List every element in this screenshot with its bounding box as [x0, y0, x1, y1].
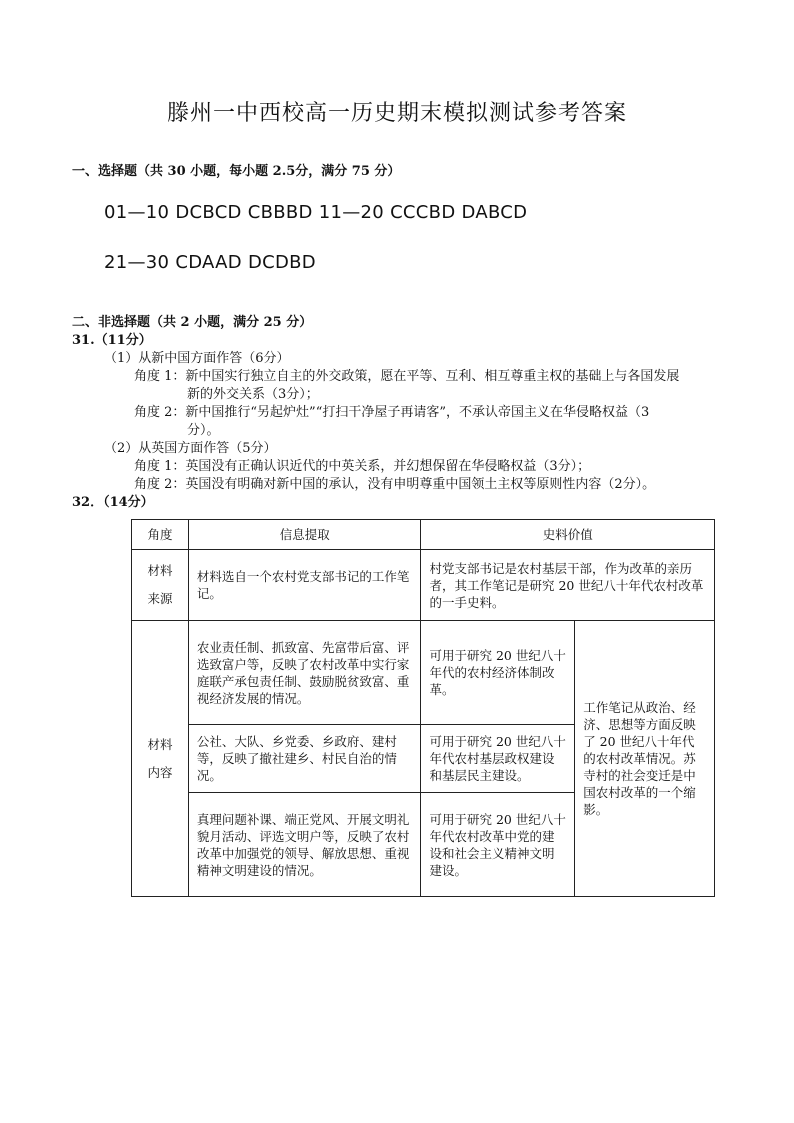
q31-part1: （1）从新中国方面作答（6分） [104, 351, 290, 366]
q31-angle1-line1: 角度 1：新中国实行独立自主的外交政策，愿在平等、互利、相互尊重主权的基础上与各国发展 [134, 369, 680, 384]
section1-heading: 一、选择题（共 30 小题，每小题 2.5分，满分 75 分） [72, 164, 401, 179]
q31-part2: （2）从英国方面作答（5分） [104, 441, 277, 456]
row2-value-c: 可用于研究 20 世纪八十年代农村改革中党的建设和社会主义精神文明建设。 [421, 793, 575, 897]
row1-angle-line1: 材料 [147, 563, 173, 578]
page-title: 滕州一中西校高一历史期末模拟测试参考答案 [166, 101, 627, 126]
row2-info-a: 农业责任制、抓致富、先富带后富、评选致富户等，反映了农村改革中实行家庭联产承包责任制、鼓励脱贫致富、重视经济发展的情况。 [188, 621, 421, 725]
q31-angle2-line1: 角度 2：新中国推行“另起炉灶”“打扫干净屋子再请客”，不承认帝国主义在华侵略权益（3 [134, 405, 650, 420]
row1-angle-line2: 来源 [147, 591, 173, 606]
answers-line-2: 21—30 CDAAD DCDBD [104, 252, 316, 273]
row1-value: 村党支部书记是农村基层干部，作为改革的亲历者，其工作笔记是研究 20 世纪八十年代农村改革的一手史料。 [421, 550, 715, 621]
row2-angle-line1: 材料 [147, 736, 173, 752]
row2-info-b: 公社、大队、乡党委、乡政府、建村等，反映了撤社建乡、村民自治的情况。 [188, 725, 421, 793]
q31-angle1-line2: 新的外交关系（3分）； [187, 387, 319, 402]
q31-label: 31.（11分） [72, 333, 152, 348]
row1-angle [132, 550, 189, 621]
row2-angle-line2: 内容 [147, 764, 173, 780]
q32-label: 32．（14分） [72, 495, 154, 510]
q32-answer-table [131, 519, 715, 897]
row2-value-b: 可用于研究 20 世纪八十年代农村基层政权建设和基层民主建设。 [421, 725, 575, 793]
header-value: 史料价值 [421, 520, 715, 550]
q31-part2-angle2: 角度 2：英国没有明确对新中国的承认，没有申明尊重中国领土主权等原则性内容（2分）。 [134, 477, 656, 492]
header-info: 信息提取 [188, 520, 421, 550]
row2-info-c: 真理问题补课、端正党风、开展文明礼貌月活动、评选文明户等，反映了农村改革中加强党的领导、解放思想、重视精神文明建设的情况。 [188, 793, 421, 897]
table-row [132, 550, 715, 621]
table-header-row [132, 520, 715, 550]
row1-info: 材料选自一个农村党支部书记的工作笔记。 [188, 550, 421, 621]
table-row [132, 621, 715, 725]
row2-angle [132, 621, 189, 897]
answers-line-1: 01—10 DCBCD CBBBD 11—20 CCCBD DABCD [104, 202, 528, 223]
row2-value-a: 可用于研究 20 世纪八十年代的农村经济体制改革。 [421, 621, 575, 725]
q31-part2-angle1: 角度 1：英国没有正确认识近代的中英关系，并幻想保留在华侵略权益（3分）； [134, 459, 591, 474]
q31-angle2-line2: 分）。 [187, 423, 220, 438]
row2-summary: 工作笔记从政治、经济、思想等方面反映了 20 世纪八十年代的农村改革情况。苏寺村的社会变迁是中国农村改革的一个缩影。 [575, 621, 715, 897]
section2-heading: 二、非选择题（共 2 小题，满分 25 分） [72, 315, 313, 330]
header-angle: 角度 [132, 520, 189, 550]
